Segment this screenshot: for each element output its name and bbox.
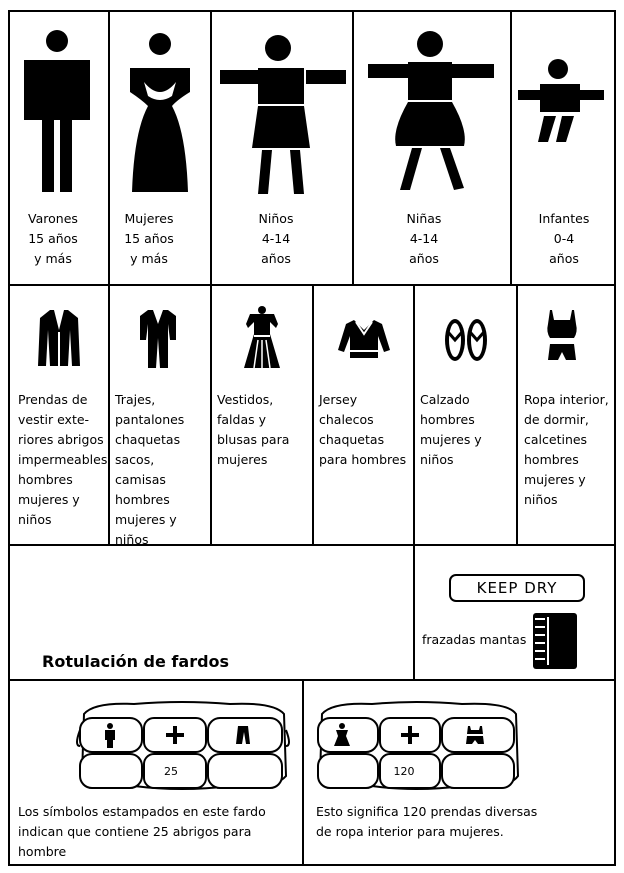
infant-label: Infantes 0-4 años [538,211,590,266]
divider [302,679,304,866]
bale-1-count: 25 [164,765,178,778]
suit-icon [140,310,176,368]
underwear-label: Ropa interior, de dormir, calcetines hombres mujeres y niños [524,392,609,507]
divider [413,284,415,544]
divider [8,679,616,681]
bale-1-caption: Los símbolos estampados en este fardo indican que contiene 25 abrigos para hombre [18,804,266,859]
keep-dry-label: KEEP DRY [449,574,585,602]
divider [312,284,314,544]
divider [210,284,212,544]
suit-label: Trajes, pantalones chaquetas sacos, camisas hombres mujeres y niños [115,392,185,547]
infant-icon [518,58,606,150]
woman-icon [122,32,194,200]
sweater-icon [338,320,390,358]
man-icon [22,28,92,198]
bale-1-drawing [74,700,292,792]
sandals-label: Calzado hombres mujeres y niños [420,392,482,467]
sweater-label: Jersey chalecos chaquetas para hombres [319,392,407,467]
bale-2-drawing [312,700,522,792]
woman-label: Mujeres 15 años y más [124,211,174,266]
dress-icon [242,306,282,368]
divider [210,10,212,284]
man-label: Varones 15 años y más [28,211,78,266]
bale-2-count: 120 [393,765,415,778]
divider [8,544,616,546]
dress-label: Vestidos, faldas y blusas para mujeres [217,392,290,467]
boy-icon [220,34,348,194]
divider [413,544,415,679]
boy-label: Niños 4-14 años [258,211,294,266]
coat-icon [38,310,80,368]
divider [108,10,110,284]
bale-section-title: Rotulación de fardos [42,652,230,671]
bale-2-caption: Esto significa 120 prendas diversas de ropa interior para mujeres. [316,804,538,839]
divider [510,10,512,284]
coat-label: Prendas de vestir exte- riores abrigos impermeables hombres mujeres y niños [18,392,108,527]
girl-label: Niñas 4-14 años [406,211,442,266]
divider [516,284,518,544]
blanket-label: frazadas mantas [422,632,527,647]
underwear-icon [546,310,578,372]
divider [108,284,110,544]
girl-icon [368,30,496,192]
blanket-icon [533,613,577,669]
sandals-icon [444,318,488,364]
divider [352,10,354,284]
